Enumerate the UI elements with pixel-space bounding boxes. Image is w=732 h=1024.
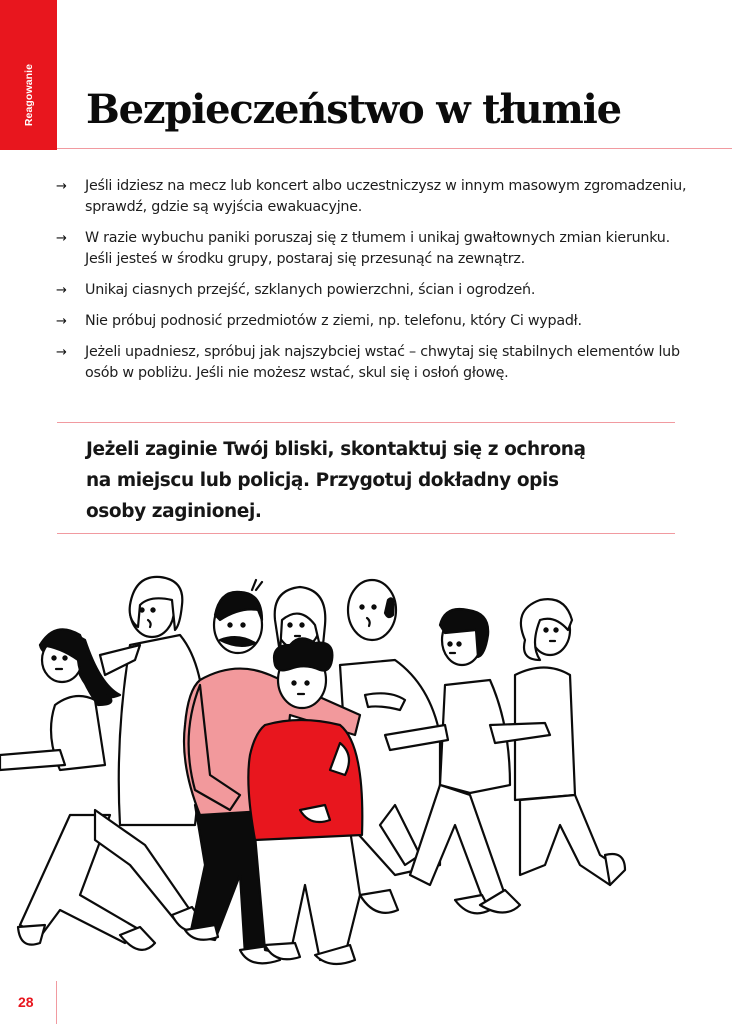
callout-text: Jeżeli zaginie Twój bliski, skontaktuj się z ochroną na miejscu lub policją. Przygotuj dokładny opis osoby zaginionej. — [86, 439, 586, 522]
list-item — [56, 176, 696, 218]
section-tab — [0, 0, 57, 150]
section-tab-label: Reagowanie — [23, 63, 35, 127]
list-item-text: Unikaj ciasnych przejść, szklanych powierzchni, ścian i ogrodzeń. — [85, 282, 536, 298]
person-right-woman — [490, 599, 625, 885]
list-item — [56, 280, 696, 301]
header-divider — [57, 148, 732, 149]
arrow-right-icon: → — [56, 345, 67, 360]
arrow-right-icon: → — [56, 314, 67, 329]
callout-divider-bottom — [57, 533, 675, 534]
callout-divider-top — [57, 422, 675, 423]
arrow-right-icon: → — [56, 283, 67, 298]
list-item — [56, 228, 696, 270]
page-number: 28 — [18, 994, 34, 1010]
list-item — [56, 311, 696, 332]
list-item — [56, 342, 696, 384]
crowd-illustration — [0, 565, 660, 995]
footer-divider — [56, 981, 57, 1024]
list-item-text: W razie wybuchu paniki poruszaj się z tłumem i unikaj gwałtownych zmian kierunku. Jeśli jesteś w środku grupy, postaraj się przesunąć na zewnątrz. — [85, 230, 670, 267]
list-item-text: Nie próbuj podnosić przedmiotów z ziemi, np. telefonu, który Ci wypadł. — [85, 313, 582, 329]
arrow-right-icon: → — [56, 231, 67, 246]
safety-tips-list — [56, 176, 696, 394]
list-item-text: Jeśli idziesz na mecz lub koncert albo uczestniczysz w innym masowym zgromadzeniu, sprawdź, gdzie są wyjścia ewakuacyjne. — [85, 178, 687, 215]
page-title: Bezpieczeństwo w tłumie — [86, 86, 621, 133]
list-item-text: Jeżeli upadniesz, spróbuj jak najszybciej wstać – chwytaj się stabilnych elementów lub osób w pobliżu. Jeśli nie możesz wstać, skul się i osłoń głowę. — [85, 344, 680, 381]
arrow-right-icon: → — [56, 179, 67, 194]
